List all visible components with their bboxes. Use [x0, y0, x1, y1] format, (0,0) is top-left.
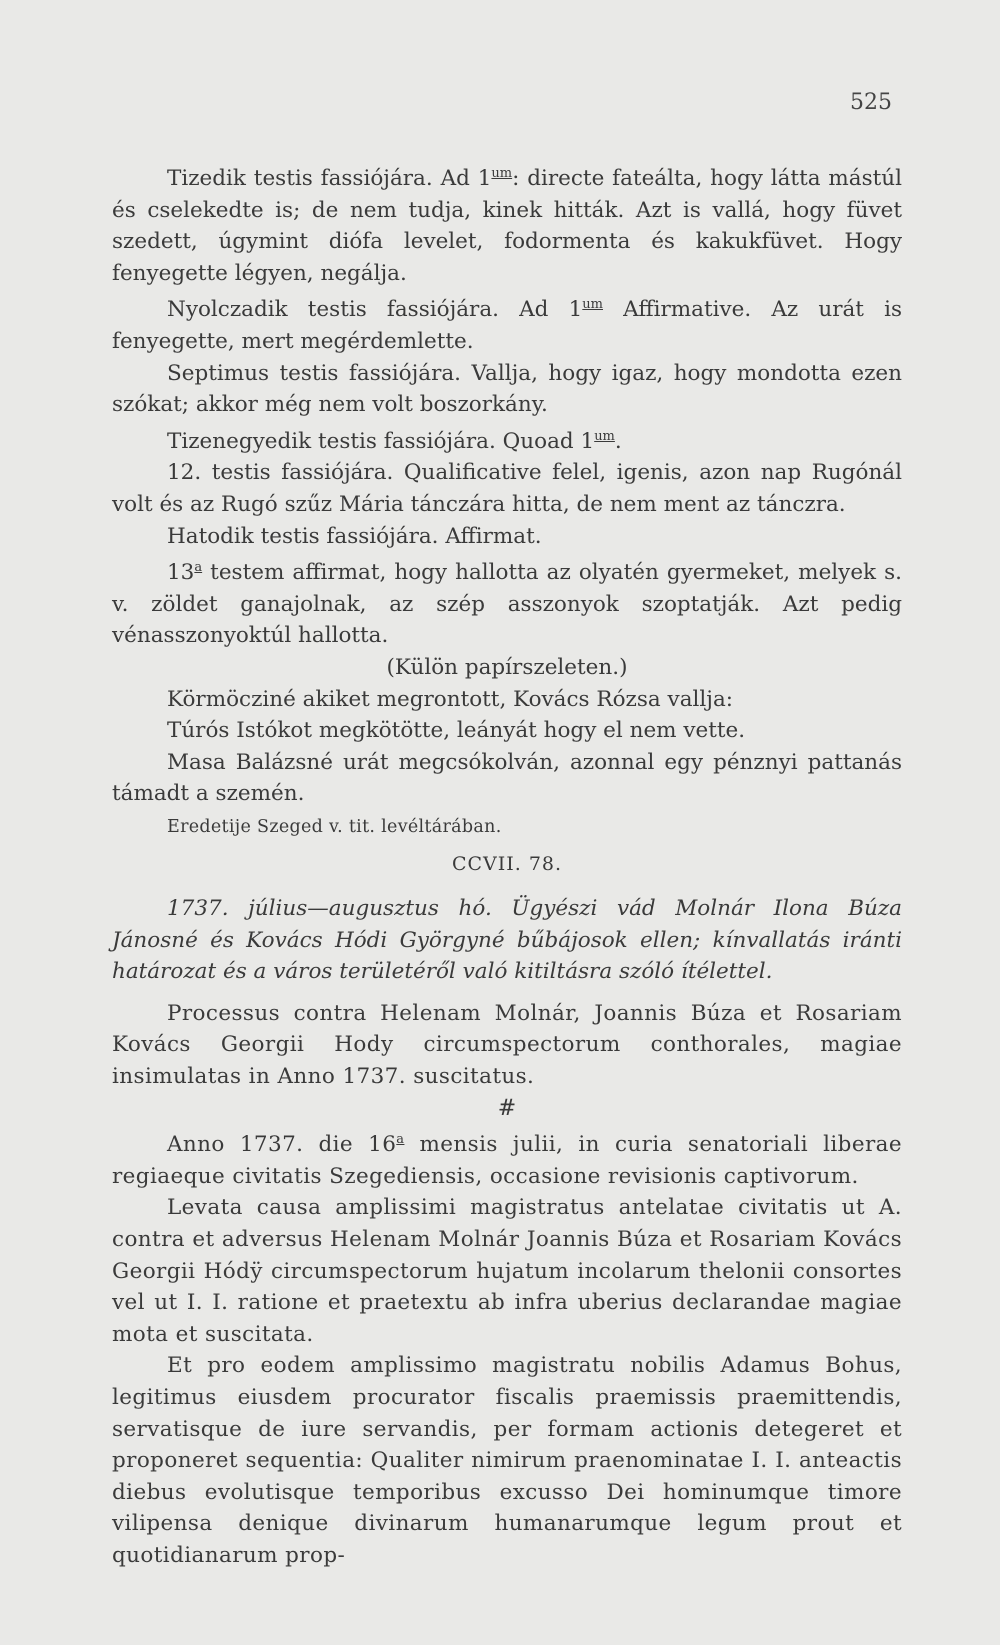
paragraph: Körmöcziné akiket megrontott, Kovács Rózsa vallja:	[167, 686, 734, 712]
page-number: 525	[850, 90, 892, 115]
paragraph: Tizedik testis fassiójára. Ad $1^{um}$: directe fateálta, hogy látta mástúl és cselekedte is; de nem tudja, kinek hitták. Azt is vallá, hogy füvet szedett, úgymint diófa levelet, fodormenta és kakukfüvet. Hogy fenyegette légyen, negálja.	[112, 166, 902, 286]
paragraph: Et pro eodem amplissimo magistratu nobilis Adamus Bohus, legitimus eiusdem procurator fiscalis praemissis praemittendis, servatisque de iure servandis, per formam actionis detegeret et proponeret sequentia: Qualiter nimirum praenominatae I. I. anteactis diebus evolutisque temporibus excusso Dei hominumque timore vilipensa denique divinarum humanarumque legum prout et quotidianarum prop-	[112, 1353, 902, 1568]
paragraph: Túrós Istókot megkötötte, leányát hogy el nem vette.	[167, 718, 746, 744]
hash-separator: #	[497, 1095, 517, 1121]
page-content	[112, 158, 902, 1572]
paragraph: 13$^a$ testem affirmat, hogy hallotta az olyatén gyermeket, melyek s. v. zöldet ganajolnak, az szép asszonyok szoptatják. Azt pedig vénasszonyoktúl hallotta.	[112, 560, 902, 649]
separate-note: (Külön papírszeleten.)	[386, 654, 628, 680]
document-summary: 1737. július—augusztus hó. Ügyészi vád Molnár Ilona Búza Jánosné és Kovács Hódi Györgyné bűbájosok ellen; kínvallatás iránti határozat és a város területéről való kitiltásra szóló ítélettel.	[112, 896, 902, 985]
paragraph: Tizenegyedik testis fassiójára. Quoad $1^{um}$.	[167, 428, 622, 454]
paragraph: Nyolczadik testis fassiójára. Ad $1^{um}$ Affirmative. Az urát is fenyegette, mert megérdemlette.	[112, 297, 903, 354]
latin-title: Processus contra Helenam Molnár, Joannis Búza et Rosariam Kovács Georgii Hody circumspectorum conthorales, magiae insimulatas in Anno 1737. suscitatus.	[112, 1000, 902, 1090]
paragraph: Septimus testis fassiójára. Vallja, hogy igaz, hogy mondotta ezen szókat; akkor még nem volt boszorkány.	[112, 360, 902, 418]
paragraph: Masa Balázsné urát megcsókolván, azonnal egy pénznyi pattanás támadt a szemén.	[112, 749, 902, 807]
paragraph: Hatodik testis fassiójára. Affirmat.	[167, 523, 542, 549]
paragraph: 12. testis fassiójára. Qualificative felel, igenis, azon nap Rugónál volt és az Rugó szűz Mária tánczára hitta, de nem ment az tánczra.	[112, 460, 902, 517]
paragraph: Anno 1737. die 16$^a$ mensis julii, in curia senatoriali liberae regiaeque civitatis Szegediensis, occasione revisionis captivorum.	[112, 1132, 902, 1189]
document-number: CCVII. 78.	[451, 853, 563, 876]
paragraph: Levata causa amplissimi magistratus antelatae civitatis ut A. contra et adversus Helenam Molnár Joannis Búza et Rosariam Kovács Georgii Hódÿ circumspectorum hujatum incolarum thelonii consortes vel ut I. I. ratione et praetextu ab infra uberius declarandae magiae mota et suscitata.	[112, 1195, 902, 1347]
source-note: Eredetije Szeged v. tit. levéltárában.	[167, 816, 502, 837]
